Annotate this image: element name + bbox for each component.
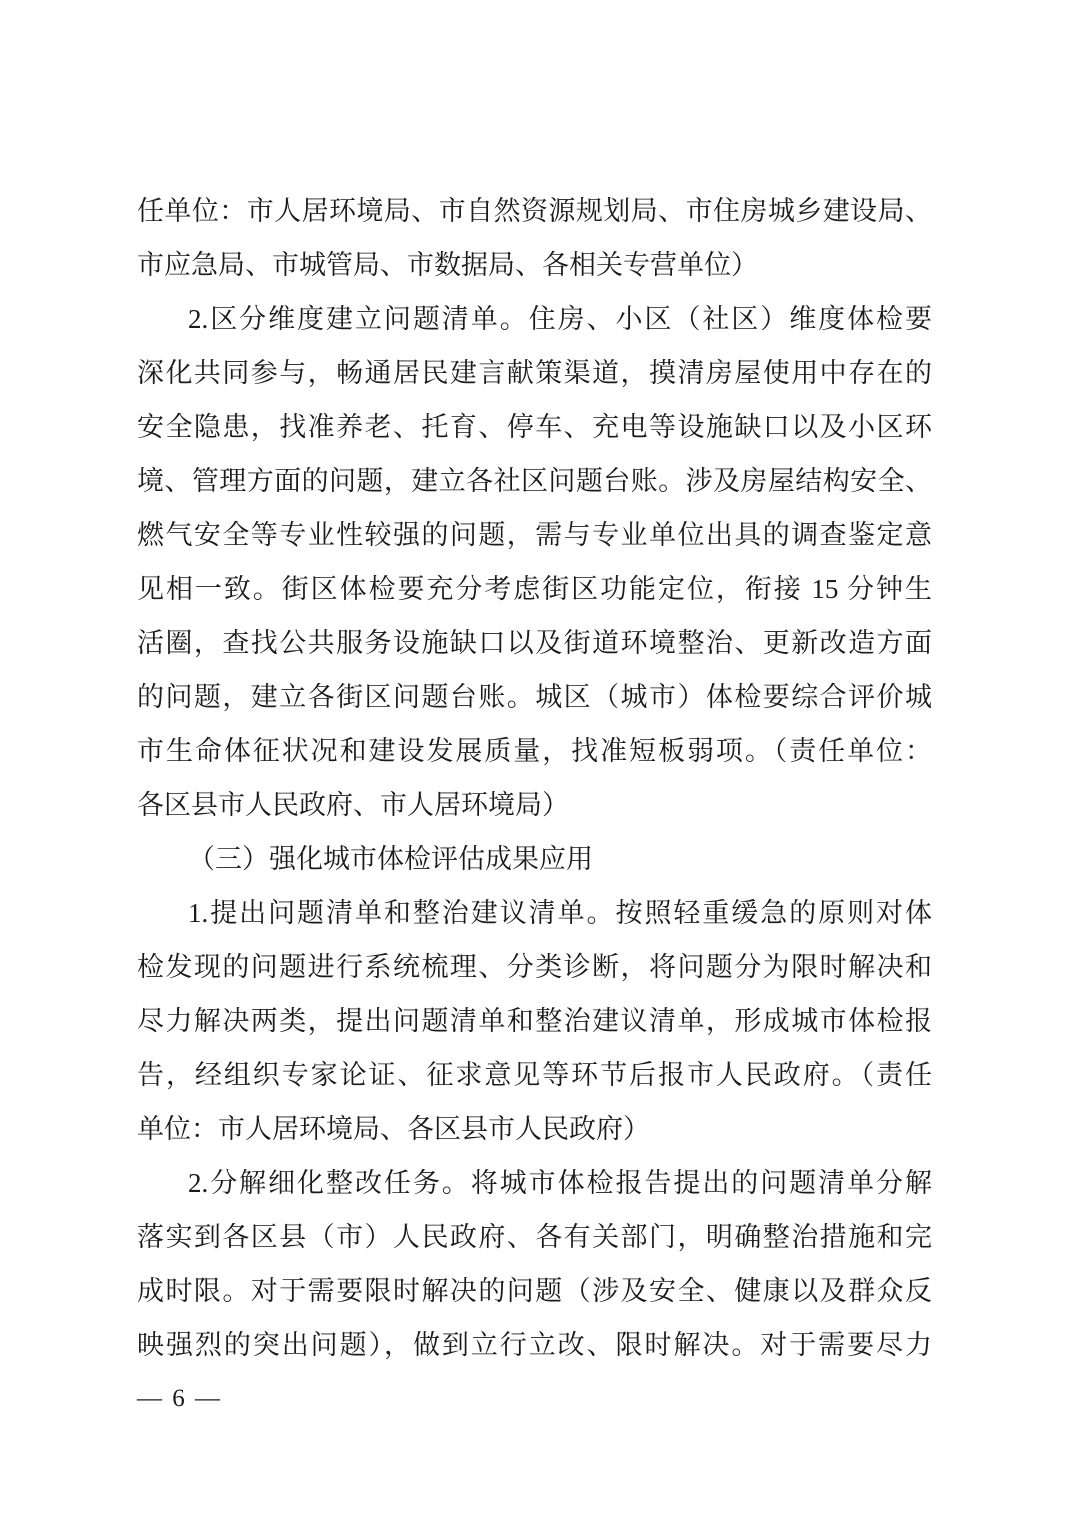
text-line: 成时限。对于需要限时解决的问题（涉及安全、健康以及群众反 (137, 1276, 932, 1306)
text-line: 2.区分维度建立问题清单。住房、小区（社区）维度体检要 (188, 304, 932, 334)
text-line: 告，经组织专家论证、征求意见等环节后报市人民政府。（责任 (137, 1060, 932, 1090)
text-line: 1.提出问题清单和整治建议清单。按照轻重缓急的原则对体 (188, 898, 932, 928)
text-line: 任单位：市人居环境局、市自然资源规划局、市住房城乡建设局、 (137, 196, 932, 226)
text-line: 落实到各区县（市）人民政府、各有关部门，明确整治措施和完 (137, 1222, 932, 1252)
text-line: 各区县市人民政府、市人居环境局） (137, 790, 569, 820)
text-line: 尽力解决两类，提出问题清单和整治建议清单，形成城市体检报 (137, 1006, 932, 1036)
text-line: 单位：市人居环境局、各区县市人民政府） (137, 1114, 650, 1144)
text-line: 活圈，查找公共服务设施缺口以及街道环境整治、更新改造方面 (137, 628, 932, 658)
text-line: 2.分解细化整改任务。将城市体检报告提出的问题清单分解 (188, 1168, 932, 1198)
text-line: 安全隐患，找准养老、托育、停车、充电等设施缺口以及小区环 (137, 412, 932, 442)
text-line: 检发现的问题进行系统梳理、分类诊断，将问题分为限时解决和 (137, 952, 932, 982)
document-body (137, 184, 932, 1372)
page-number: — 6 — (137, 1385, 222, 1412)
text-line: 市生命体征状况和建设发展质量，找准短板弱项。（责任单位： (137, 736, 932, 766)
text-line: 市应急局、市城管局、市数据局、各相关专营单位） (137, 250, 758, 280)
text-line: 境、管理方面的问题，建立各社区问题台账。涉及房屋结构安全、 (137, 466, 932, 496)
text-line: （三）强化城市体检评估成果应用 (188, 844, 593, 874)
text-line: 映强烈的突出问题），做到立行立改、限时解决。对于需要尽力 (137, 1330, 932, 1360)
text-line: 深化共同参与，畅通居民建言献策渠道，摸清房屋使用中存在的 (137, 358, 932, 388)
text-line: 见相一致。街区体检要充分考虑街区功能定位，衔接 15 分钟生 (137, 574, 932, 604)
text-line: 燃气安全等专业性较强的问题，需与专业单位出具的调查鉴定意 (137, 520, 932, 550)
text-line: 的问题，建立各街区问题台账。城区（城市）体检要综合评价城 (137, 682, 932, 712)
